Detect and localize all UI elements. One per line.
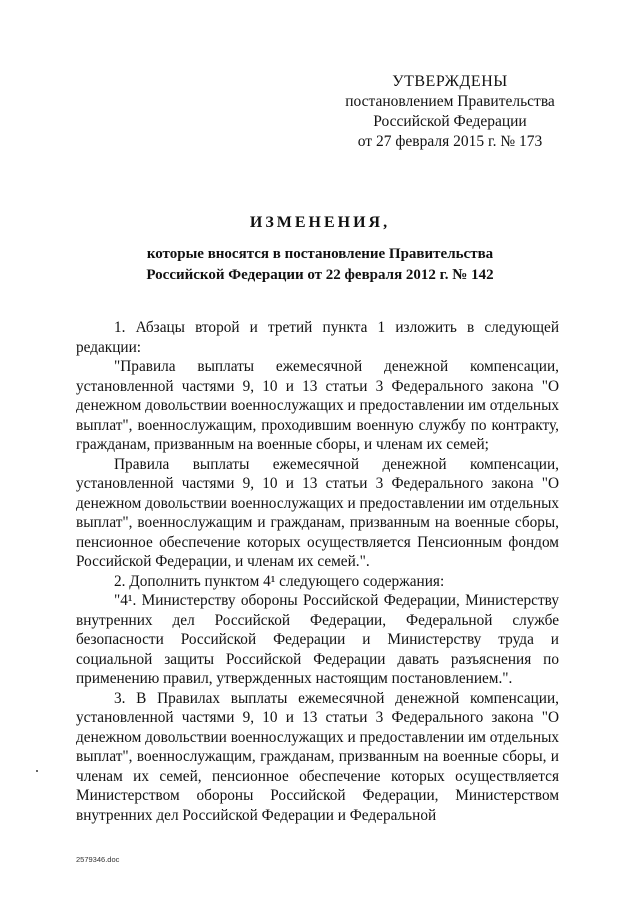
subtitle-line-1: которые вносятся в постановление Правительства [146,246,494,262]
document-title: ИЗМЕНЕНИЯ, [249,214,391,231]
document-body [76,318,559,825]
scan-speck [36,770,38,772]
approval-line-government: Российской Федерации [373,113,527,130]
approval-heading: УТВЕРЖДЕНЫ [392,73,508,90]
paragraph-rules-second: Правила выплаты ежемесячной денежной компенсации, установленной частями 9, 10 и 13 статьи 3 Федерального закона "О денежном довольствии военнослужащих и предоставлении им отдельных выплат", военнослужащим и гражданам, призванным на военные сборы, пенсионное обеспечение которых осуществляется Пенсионным фондом Российской Федерации, и членам их семей.". [76,455,559,570]
document-subtitle [0,244,640,286]
paragraph-rules-first: "Правила выплаты ежемесячной денежной компенсации, установленной частями 9, 10 и 13 статьи 3 Федерального закона "О денежном довольствии военнослужащих и предоставлении им отдельных выплат", военнослужащим, проходившим военную службу по контракту, гражданам, призванным на военные сборы, и членам их семей; [76,358,559,453]
paragraph-item-1: 1. Абзацы второй и третий пункта 1 изложить в следующей редакции: [76,319,559,356]
paragraph-item-3: 3. В Правилах выплаты ежемесячной денежной компенсации, установленной частями 9, 10 и 13 статьи 3 Федерального закона "О денежном довольствии военнослужащих и предоставлении им отдельных выплат", военнослужащим, гражданам, призванным на военные сборы, и членам их семей, пенсионное обеспечение которых осуществляется Министерством обороны Российской Федерации, Министерством внутренних дел Российской Федерации и Федеральной [76,689,559,824]
approval-line-resolution: постановлением Правительства [345,93,555,110]
file-reference: 2579346.doc [76,855,120,864]
subtitle-line-2: Российской Федерации от 22 февраля 2012 г. № 142 [146,267,494,283]
approval-line-date-number: от 27 февраля 2015 г. № 173 [357,133,543,150]
paragraph-item-4-1: "4¹. Министерству обороны Российской Федерации, Министерству внутренних дел Российской Федерации, Федеральной службе безопасности Российской Федерации и Министерству труда и социальной защиты Российской Федерации давать разъяснения по применению правил, утвержденных настоящим постановлением.". [76,592,559,687]
approval-block [330,72,570,152]
paragraph-item-2: 2. Дополнить пунктом 4¹ следующего содержания: [114,572,445,590]
